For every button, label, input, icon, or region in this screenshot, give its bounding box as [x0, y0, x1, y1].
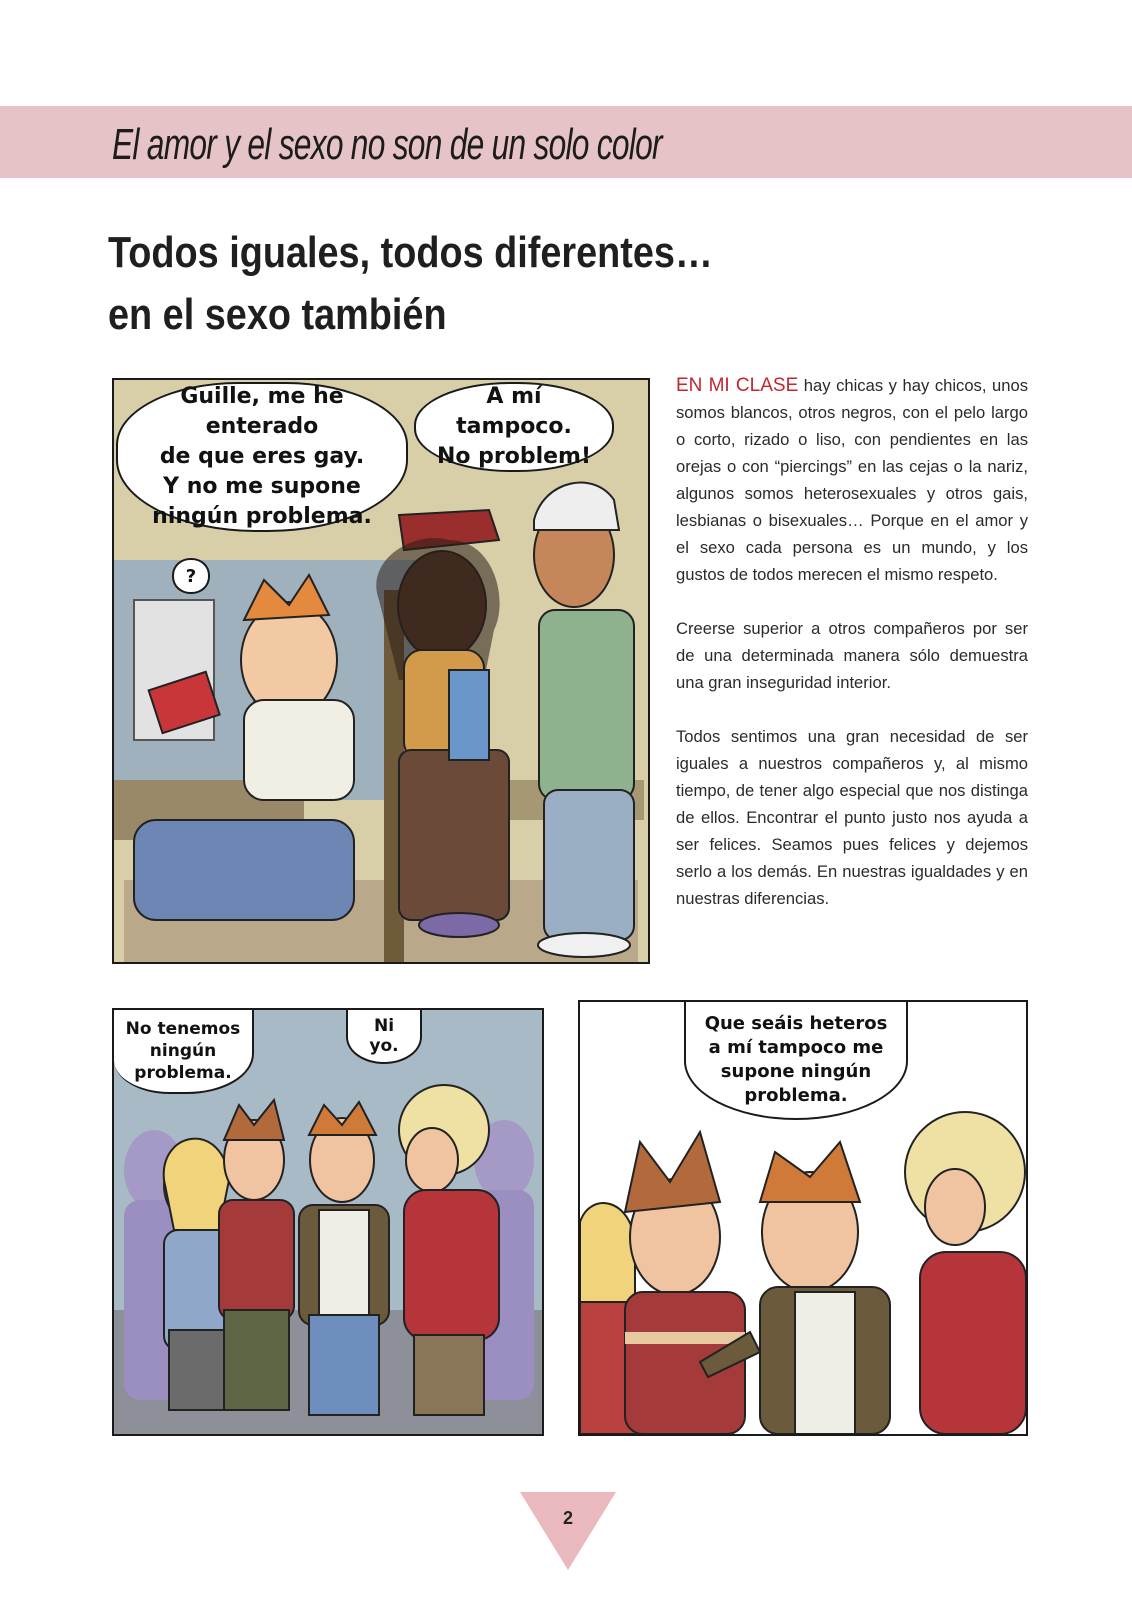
page-headline	[108, 222, 713, 346]
paragraph-2: Creerse superior a otros compañeros por ser de una determinada manera sólo demuestra una gran inseguridad interior.	[676, 619, 1028, 692]
speech-bubble-left-2	[114, 1010, 254, 1094]
lead-in: EN MI CLASE	[676, 375, 799, 396]
comic-panel-1	[112, 378, 650, 964]
body-text	[676, 372, 1028, 939]
page-number: 2	[562, 1508, 573, 1528]
headline-line-1: Todos iguales, todos diferentes…	[108, 228, 713, 277]
speech-bubble-left-text: Guille, me he enterado de que eres gay. Y no me supone ningún problema.	[152, 384, 372, 529]
headline-line-2: en el sexo también	[108, 290, 447, 339]
paragraph-3: Todos sentimos una gran necesidad de ser iguales a nuestros compañeros y, al mismo tiempo, de tener algo especial que nos distinga de ellos. Encontrar el punto justo nos ayuda a ser felices. Seamos pues felices y dejemos serlo a los demás. En nuestras igualdades y en nuestras diferencias.	[676, 727, 1028, 908]
paragraph-1-text: hay chicas y hay chicos, unos somos blancos, otros negros, con el pelo largo o corto, rizado o liso, con pendientes en las orejas o con “piercings” en las cejas o la nariz, algunos somos heterosexuales y otros gais, lesbianas o bisexuales… Porque en el amor y el sexo cada persona es un mundo, y los gustos de todos merecen el mismo respeto.	[676, 376, 1028, 584]
speech-bubble-right-2	[346, 1010, 422, 1064]
speech-bubble-left-2-text: No tenemos ningún problema.	[125, 1019, 241, 1083]
speech-bubble-center-3-text: Que seáis heteros a mí tampoco me supone ningún problema.	[704, 1013, 888, 1106]
question-bubble	[172, 558, 210, 594]
section-title: El amor y el sexo no son de un solo color	[112, 120, 662, 169]
question-bubble-text: ?	[185, 565, 197, 587]
speech-bubble-right	[414, 382, 614, 472]
section-banner	[0, 106, 1132, 178]
comic-panel-3	[578, 1000, 1028, 1436]
speech-bubble-right-2-text: Ni yo.	[369, 1016, 399, 1056]
page-marker-triangle	[520, 1492, 616, 1570]
paragraph-1	[676, 372, 1028, 588]
speech-bubble-left	[116, 382, 408, 532]
speech-bubble-right-text: A mí tampoco. No problem!	[436, 384, 592, 469]
comic-panel-2	[112, 1008, 544, 1436]
speech-bubble-center-3	[684, 1002, 908, 1120]
